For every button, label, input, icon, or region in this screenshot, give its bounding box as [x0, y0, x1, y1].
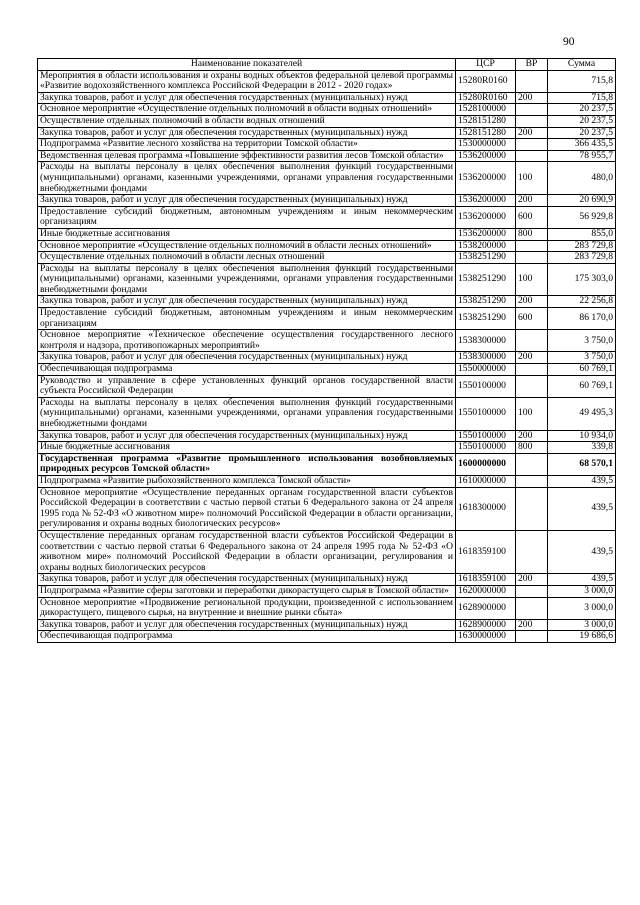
row-csr-cell: 1550100000: [456, 375, 516, 397]
row-sum-cell: 3 750,0: [548, 352, 616, 364]
row-name-cell: Основное мероприятие «Продвижение региональной продукции, произведенной с использованием дикорастущего, пищевого сырья, на внутренние и внешние рынки сбыта»: [38, 597, 456, 619]
row-csr-cell: 1620000000: [456, 585, 516, 597]
row-vr-cell: 200: [516, 574, 548, 586]
row-sum-cell: 20 690,9: [548, 195, 616, 207]
row-vr-cell: 800: [516, 228, 548, 240]
row-vr-cell: [516, 597, 548, 619]
row-sum-cell: 49 495,3: [548, 397, 616, 430]
row-sum-cell: 855,0: [548, 228, 616, 240]
row-sum-cell: 56 929,8: [548, 206, 616, 228]
table-header-row: [38, 59, 616, 71]
row-vr-cell: [516, 631, 548, 643]
row-vr-cell: [516, 487, 548, 530]
row-name-cell: Осуществление отдельных полномочий в области лесных отношений: [38, 252, 456, 264]
table-row: [38, 104, 616, 116]
row-csr-cell: 1528151280: [456, 127, 516, 139]
table-row: [38, 195, 616, 207]
row-sum-cell: 10 934,0: [548, 430, 616, 442]
row-name-cell: Руководство и управление в сфере установленных функций органов государственной власти субъекта Российской Федерации: [38, 375, 456, 397]
row-name-cell: Закупка товаров, работ и услуг для обеспечения государственных (муниципальных) нужд: [38, 430, 456, 442]
table-row: [38, 139, 616, 151]
row-name-cell: Подпрограмма «Развитие рыбохозяйственного комплекса Томской области»: [38, 475, 456, 487]
row-csr-cell: 1538200000: [456, 240, 516, 252]
row-csr-cell: 1550100000: [456, 442, 516, 454]
table-row: [38, 228, 616, 240]
row-name-cell: Предоставление субсидий бюджетным, автономным учреждениям и иным некоммерческим организациям: [38, 206, 456, 228]
row-sum-cell: 68 570,1: [548, 453, 616, 475]
row-name-cell: Иные бюджетные ассигнования: [38, 442, 456, 454]
row-sum-cell: 3 000,0: [548, 619, 616, 631]
row-sum-cell: 439,5: [548, 574, 616, 586]
table-row: [38, 453, 616, 475]
row-vr-cell: 200: [516, 352, 548, 364]
row-csr-cell: 1536200000: [456, 162, 516, 195]
table-row: [38, 352, 616, 364]
row-name-cell: Основное мероприятие «Осуществление отдельных полномочий в области водных отношений»: [38, 104, 456, 116]
row-csr-cell: 1538300000: [456, 352, 516, 364]
row-name-cell: Закупка товаров, работ и услуг для обеспечения государственных (муниципальных) нужд: [38, 127, 456, 139]
row-vr-cell: [516, 150, 548, 162]
row-name-cell: Осуществление отдельных полномочий в области водных отношений: [38, 115, 456, 127]
row-name-cell: Предоставление субсидий бюджетным, автономным учреждениям и иным некоммерческим организациям: [38, 308, 456, 330]
header-vr: ВР: [516, 59, 548, 71]
row-sum-cell: 715,8: [548, 92, 616, 104]
table-row: [38, 364, 616, 376]
table-row: [38, 252, 616, 264]
row-csr-cell: 1628900000: [456, 597, 516, 619]
row-vr-cell: 200: [516, 195, 548, 207]
row-csr-cell: 1528100000: [456, 104, 516, 116]
row-csr-cell: 1550100000: [456, 430, 516, 442]
row-name-cell: Основное мероприятие «Осуществление отдельных полномочий в области лесных отношений»: [38, 240, 456, 252]
row-name-cell: Закупка товаров, работ и услуг для обеспечения государственных (муниципальных) нужд: [38, 195, 456, 207]
row-sum-cell: 3 000,0: [548, 585, 616, 597]
table-row: [38, 574, 616, 586]
row-csr-cell: 1538300000: [456, 330, 516, 352]
row-vr-cell: [516, 70, 548, 92]
table-row: [38, 92, 616, 104]
row-vr-cell: [516, 453, 548, 475]
row-sum-cell: 60 769,1: [548, 364, 616, 376]
row-sum-cell: 175 303,0: [548, 263, 616, 296]
row-vr-cell: [516, 252, 548, 264]
table-row: [38, 430, 616, 442]
row-vr-cell: [516, 240, 548, 252]
table-row: [38, 585, 616, 597]
row-vr-cell: 100: [516, 263, 548, 296]
row-vr-cell: [516, 475, 548, 487]
row-csr-cell: 1610000000: [456, 475, 516, 487]
row-sum-cell: 20 237,5: [548, 115, 616, 127]
row-sum-cell: 366 435,5: [548, 139, 616, 151]
row-csr-cell: 1630000000: [456, 631, 516, 643]
table-row: [38, 442, 616, 454]
row-sum-cell: 283 729,8: [548, 240, 616, 252]
row-vr-cell: 200: [516, 296, 548, 308]
row-vr-cell: [516, 330, 548, 352]
row-vr-cell: 600: [516, 206, 548, 228]
table-row: [38, 619, 616, 631]
row-name-cell: Мероприятия в области использования и охраны водных объектов федеральной целевой программы «Развитие водохозяйственного комплекса Российской Федерации в 2012 - 2020 годах»: [38, 70, 456, 92]
row-csr-cell: 1618359100: [456, 530, 516, 573]
row-name-cell: Подпрограмма «Развитие сферы заготовки и переработки дикорастущего сырья в Томской области»: [38, 585, 456, 597]
table-row: [38, 115, 616, 127]
row-sum-cell: 3 750,0: [548, 330, 616, 352]
row-name-cell: Расходы на выплаты персоналу в целях обеспечения выполнения функций государственными (муниципальными) органами, казенными учреждениями, органами управления государственными внебюджетными фондами: [38, 263, 456, 296]
table-row: [38, 597, 616, 619]
row-vr-cell: [516, 104, 548, 116]
row-vr-cell: 600: [516, 308, 548, 330]
row-name-cell: Расходы на выплаты персоналу в целях обеспечения выполнения функций государственными (муниципальными) органами, казенными учреждениями, органами управления государственными внебюджетными фондами: [38, 397, 456, 430]
row-csr-cell: 1550100000: [456, 397, 516, 430]
table-row: [38, 70, 616, 92]
row-name-cell: Обеспечивающая подпрограмма: [38, 364, 456, 376]
table-row: [38, 150, 616, 162]
table-row: [38, 631, 616, 643]
budget-table: [37, 58, 616, 643]
table-row: [38, 330, 616, 352]
row-name-cell: Подпрограмма «Развитие лесного хозяйства на территории Томской области»: [38, 139, 456, 151]
row-sum-cell: 439,5: [548, 487, 616, 530]
row-csr-cell: 1618300000: [456, 487, 516, 530]
row-vr-cell: [516, 364, 548, 376]
row-sum-cell: 3 000,0: [548, 597, 616, 619]
row-csr-cell: 1600000000: [456, 453, 516, 475]
row-csr-cell: 1538251290: [456, 263, 516, 296]
row-sum-cell: 480,0: [548, 162, 616, 195]
table-row: [38, 206, 616, 228]
row-name-cell: Обеспечивающая подпрограмма: [38, 631, 456, 643]
row-csr-cell: 1536200000: [456, 195, 516, 207]
row-csr-cell: 1536200000: [456, 150, 516, 162]
row-sum-cell: 283 729,8: [548, 252, 616, 264]
row-vr-cell: 200: [516, 92, 548, 104]
row-csr-cell: 1536200000: [456, 228, 516, 240]
row-vr-cell: 200: [516, 127, 548, 139]
row-name-cell: Основное мероприятие «Техническое обеспечение осуществления государственного лесного контроля и надзора, противопожарных мероприятий»: [38, 330, 456, 352]
row-sum-cell: 439,5: [548, 530, 616, 573]
table-row: [38, 475, 616, 487]
table-row: [38, 375, 616, 397]
row-vr-cell: 100: [516, 397, 548, 430]
row-csr-cell: 1618359100: [456, 574, 516, 586]
row-vr-cell: 800: [516, 442, 548, 454]
row-csr-cell: 15280R0160: [456, 92, 516, 104]
row-name-cell: Государственная программа «Развитие промышленного использования возобновляемых природных ресурсов Томской области»: [38, 453, 456, 475]
row-sum-cell: 86 170,0: [548, 308, 616, 330]
header-csr: ЦСР: [456, 59, 516, 71]
row-csr-cell: 1536200000: [456, 206, 516, 228]
table-row: [38, 162, 616, 195]
header-sum: Сумма: [548, 59, 616, 71]
row-vr-cell: 200: [516, 430, 548, 442]
row-vr-cell: [516, 115, 548, 127]
row-sum-cell: 20 237,5: [548, 104, 616, 116]
row-sum-cell: 20 237,5: [548, 127, 616, 139]
row-vr-cell: [516, 530, 548, 573]
table-row: [38, 397, 616, 430]
row-csr-cell: 1628900000: [456, 619, 516, 631]
row-csr-cell: 15280R0160: [456, 70, 516, 92]
row-sum-cell: 19 686,6: [548, 631, 616, 643]
row-sum-cell: 60 769,1: [548, 375, 616, 397]
table-row: [38, 308, 616, 330]
table-row: [38, 487, 616, 530]
table-row: [38, 296, 616, 308]
row-sum-cell: 715,8: [548, 70, 616, 92]
row-name-cell: Закупка товаров, работ и услуг для обеспечения государственных (муниципальных) нужд: [38, 92, 456, 104]
row-name-cell: Основное мероприятие «Осуществление переданных органам государственной власти субъектов Российской Федерации в соответствии с частью первой статьи 6 Федерального закона от 24 апреля 1995 года № 52-ФЗ «О животном мире» полномочий Российской Федерации в области организации, регулирования и охраны водных биологических ресурсов»: [38, 487, 456, 530]
table-row: [38, 240, 616, 252]
table-row: [38, 127, 616, 139]
row-sum-cell: 339,8: [548, 442, 616, 454]
row-csr-cell: 1538251290: [456, 252, 516, 264]
row-name-cell: Иные бюджетные ассигнования: [38, 228, 456, 240]
row-name-cell: Закупка товаров, работ и услуг для обеспечения государственных (муниципальных) нужд: [38, 574, 456, 586]
table-row: [38, 263, 616, 296]
row-name-cell: Закупка товаров, работ и услуг для обеспечения государственных (муниципальных) нужд: [38, 352, 456, 364]
row-vr-cell: [516, 585, 548, 597]
row-name-cell: Расходы на выплаты персоналу в целях обеспечения выполнения функций государственными (муниципальными) органами, казенными учреждениями, органами управления государственными внебюджетными фондами: [38, 162, 456, 195]
row-csr-cell: 1550000000: [456, 364, 516, 376]
row-name-cell: Закупка товаров, работ и услуг для обеспечения государственных (муниципальных) нужд: [38, 296, 456, 308]
row-csr-cell: 1538251290: [456, 296, 516, 308]
header-name: Наименование показателей: [38, 59, 456, 71]
table-row: [38, 530, 616, 573]
row-sum-cell: 78 955,7: [548, 150, 616, 162]
row-csr-cell: 1530000000: [456, 139, 516, 151]
row-csr-cell: 1528151280: [456, 115, 516, 127]
row-vr-cell: [516, 139, 548, 151]
table-body: [38, 70, 616, 642]
row-csr-cell: 1538251290: [456, 308, 516, 330]
row-vr-cell: 100: [516, 162, 548, 195]
row-vr-cell: [516, 375, 548, 397]
row-name-cell: Осуществление переданных органам государственной власти субъектов Российской Федерации в соответствии с частью первой статьи 6 Федерального закона от 24 апреля 1995 года № 52-ФЗ «О животном мире» полномочий Российской Федерации в области организации, регулирования и охраны водных биологических ресурсов: [38, 530, 456, 573]
row-sum-cell: 22 256,8: [548, 296, 616, 308]
row-name-cell: Закупка товаров, работ и услуг для обеспечения государственных (муниципальных) нужд: [38, 619, 456, 631]
page-number: 90: [563, 36, 575, 48]
row-name-cell: Ведомственная целевая программа «Повышение эффективности развития лесов Томской области»: [38, 150, 456, 162]
row-sum-cell: 439,5: [548, 475, 616, 487]
row-vr-cell: 200: [516, 619, 548, 631]
